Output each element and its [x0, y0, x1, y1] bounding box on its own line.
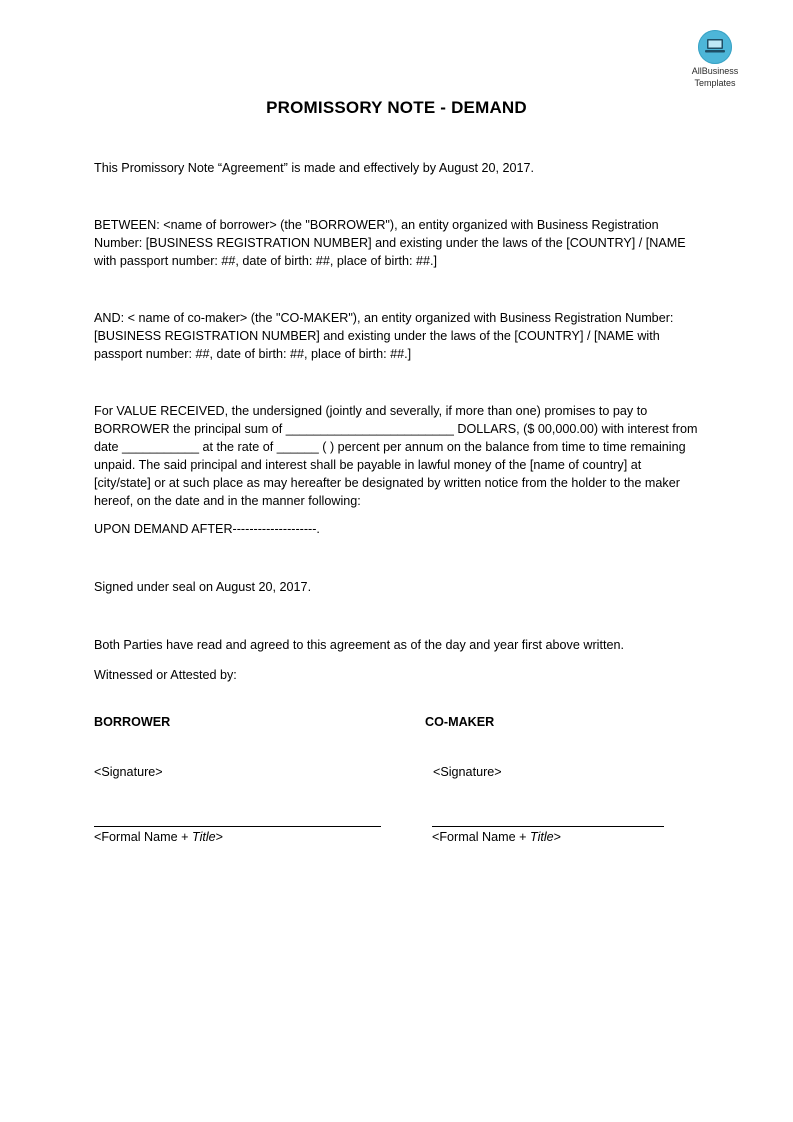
comaker-name-suffix: > — [553, 830, 562, 844]
comaker-name-title: Title — [529, 830, 554, 844]
laptop-icon — [698, 30, 732, 64]
logo-text-line1: AllBusiness — [691, 66, 739, 76]
comaker-heading: CO-MAKER — [425, 715, 495, 729]
comaker-signature-line — [432, 826, 664, 827]
allbusiness-logo — [684, 30, 746, 88]
borrower-signature: <Signature> — [94, 765, 163, 779]
comaker-name-prefix: <Formal Name + — [432, 830, 530, 844]
logo-text-line2: Templates — [694, 78, 736, 88]
both-parties-line: Both Parties have read and agreed to this agreement as of the day and year first above written. — [94, 638, 624, 652]
borrower-heading: BORROWER — [94, 715, 171, 729]
intro-paragraph: This Promissory Note “Agreement” is made and effectively by August 20, 2017. — [94, 161, 535, 175]
upon-demand-line: UPON DEMAND AFTER--------------------. — [94, 522, 320, 536]
borrower-signature-line — [94, 826, 381, 827]
comaker-formal-name — [432, 828, 561, 846]
between-paragraph: BETWEEN: <name of borrower> (the "BORROWER"), an entity organized with Business Registration Number: [BUSINESS REGISTRATION NUMBER] and existing under the laws of the [COUNTRY] / [NAME with passport number: ##, date of birth: ##, place of birth: ##.] — [94, 218, 686, 268]
value-received-paragraph: For VALUE RECEIVED, the undersigned (jointly and severally, if more than one) promises to pay to BORROWER the principal sum of ________________________ DOLLARS, ($ 00,000.00) with interest from date ___________ at the rate of ______ ( ) percent per annum on the balance from time to time remaining unpaid. The said principal and interest shall be payable in lawful money of the [name of country] at [city/state] or at such place as may hereafter be designated by written notice from the holder to the maker hereof, on the date and in the manner following: — [94, 404, 698, 508]
document-title: PROMISSORY NOTE - DEMAND — [266, 98, 527, 117]
and-paragraph: AND: < name of co-maker> (the "CO-MAKER"), an entity organized with Business Registration Number: [BUSINESS REGISTRATION NUMBER] and existing under the laws of the [COUNTRY] / [NAME with passport number: ##, date of birth: ##, place of birth: ##.] — [94, 311, 674, 361]
borrower-name-suffix: > — [215, 830, 224, 844]
borrower-name-prefix: <Formal Name + — [94, 830, 192, 844]
witnessed-line: Witnessed or Attested by: — [94, 668, 237, 682]
comaker-signature: <Signature> — [433, 765, 502, 779]
signed-line: Signed under seal on August 20, 2017. — [94, 580, 312, 594]
borrower-name-title: Title — [191, 830, 216, 844]
borrower-formal-name — [94, 828, 223, 846]
